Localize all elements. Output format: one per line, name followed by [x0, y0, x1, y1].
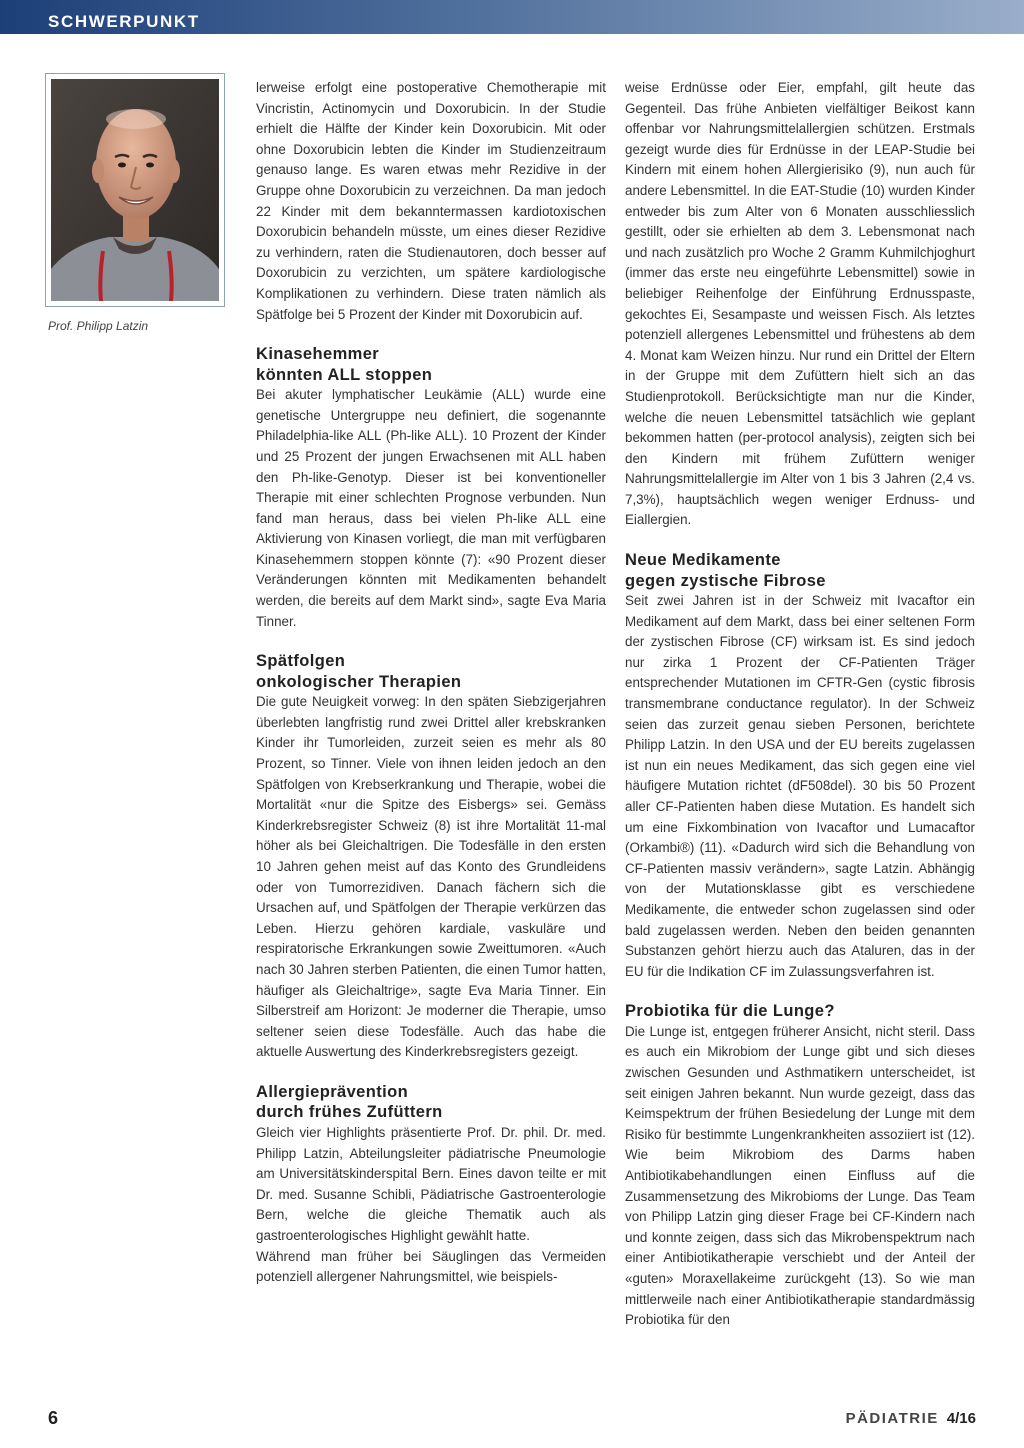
section-heading-allergiepraevention: Allergieprävention durch frühes Zufüttern [256, 1082, 443, 1122]
section-heading-zystische-fibrose: Neue Medikamente gegen zystische Fibrose [625, 551, 826, 590]
paragraph: Die gute Neuigkeit vorweg: In den späten Siebzigerjahren überlebten langfristig rund zwei Drittel aller krebskranken Kinder ihr Tumorleiden, zurzeit seien es mehr als 80 Prozent, so Tinner. Viele von ihnen leiden jedoch an den Spätfolgen von Krebserkrankung und Therapie, wobei die Mortalität «nur die Spitze des Eisbergs» sei. Gemäss Kinderkrebsregister Schweiz (8) ist ihre Mortalität 11-mal höher als bei Gleichaltrigen. Die Todesfälle in den ersten 10 Jahren gehen meist auf das Konto des Grundleidens oder von Tumorrezidiven. Danach fächern sich die Ursachen auf, und Spätfolgen der Therapie verkürzen das Leben. Hierzu gehören kardiale, vaskuläre und respiratorische Erkrankungen sowie Zweittumoren. «Auch nach 30 Jahren sterben Patienten, die einen Tumor hatten, häufiger als Gleichaltrige», sagte Eva Maria Tinner. Ein Silberstreif am Horizont: Je moderner die Therapie, umso seltener seien diese Todesfälle. Auch das habe die aktuelle Auswertung des Kinderkrebsregisters gezeigt. [256, 694, 606, 1060]
section-label: SCHWERPUNKT [48, 12, 200, 31]
section-heading-probiotika: Probiotika für die Lunge? [625, 1002, 835, 1021]
paragraph: lerweise erfolgt eine postoperative Chemotherapie mit Vincristin, Actinomycin und Doxorubicin. In der Studie erhielt die Hälfte der Kinder kein Doxorubicin. Mit oder ohne Doxorubicin lebten die Kinder im Studienzeitraum genauso lange. Es waren etwas mehr Rezidive in der Gruppe ohne Doxorubicin zu verzeichnen. Da man jedoch 22 Kinder mit dem bekanntermassen kardiotoxischen Doxorubicin behandeln müsste, um eines dieser Rezidive zu verhindern, raten die Studienautoren, doch besser auf Doxorubicin zu verzichten, um spätere kardiologische Komplikationen zu verhindern. Diese traten nämlich als Spätfolge bei 5 Prozent der Kinder mit Doxorubicin auf. [256, 80, 606, 322]
paragraph: Bei akuter lymphatischer Leukämie (ALL) wurde eine genetische Untergruppe neu definiert, die sogenannte Philadelphia-like ALL (Ph-like ALL). 10 Prozent der Kinder und 25 Prozent der jungen Erwachsenen mit ALL haben den Ph-like-Genotyp. Dieser ist bei konventioneller Therapie mit einer schlechten Prognose verbunden. Nun fand man heraus, dass bei vielen Ph-like ALL eine Aktivierung von Kinasen vorliegt, die man mit verfügbaren Kinasehemmern stoppen könnte (7): «90 Prozent dieser Veränderungen könnten mit Medikamenten behandelt werden, die bereits auf dem Markt sind», sagte Eva Maria Tinner. [256, 387, 606, 629]
section-header-bar [0, 0, 1024, 34]
journal-name: PÄDIATRIE [845, 1410, 939, 1427]
paragraph: Während man früher bei Säuglingen das Vermeiden potenziell allergener Nahrungsmittel, wie beispiels- [256, 1248, 606, 1285]
photo-caption: Prof. Philipp Latzin [48, 319, 149, 333]
issue-number: 4/16 [946, 1410, 976, 1427]
paragraph: weise Erdnüsse oder Eier, empfahl, gilt heute das Gegenteil. Das frühe Anbieten vielfältiger Beikost kann offenbar vor Nahrungsmittelallergien schützen. Erstmals gezeigt wurde dies für Erdnüsse in der LEAP-Studie bei Kindern mit einem hohen Allergierisiko (9), nun auch für andere Lebensmittel. In die EAT-Studie (10) wurden Kinder entweder bis zum Alter von 6 Monaten ausschliesslich gestillt, oder sie erhielten ab dem 3. Lebensmonat nach und nach zusätzlich pro Woche 2 Gramm Kuhmilchjoghurt (immer das erste neu eingeführte Lebensmittel) sowie in beliebiger Reihenfolge der Einführung Erdnusspaste, gekochtes Ei, Sesampaste und weissen Fisch. Als letztes potenziell allergenes Lebensmittel und frühestens ab dem 4. Monat kam Weizen hinzu. Nur rund ein Drittel der Eltern in der Gruppe mit dem Zufüttern hielt sich an das Studienprotokoll. Berücksichtigte man nur die Kinder, welche die neuen Lebensmittel tatsächlich wie geplant bekommen hatten (per-protocol analysis), zeigten sich bei den Kindern mit frühem Zufüttern weniger Nahrungsmittelallergie im Alter von 1 bis 3 Jahren (2,4 vs. 7,3%), hauptsächlich wegen weniger Erdnuss- und Eiallergien. [625, 80, 975, 528]
article-column-right [625, 78, 975, 1331]
journal-footer [846, 1410, 976, 1427]
author-photo [51, 79, 219, 301]
author-photo-frame [45, 73, 225, 307]
page-number: 6 [48, 1408, 59, 1428]
paragraph: Gleich vier Highlights präsentierte Prof. Dr. phil. Dr. med. Philipp Latzin, Abteilungsleiter pädiatrische Pneumologie am Universitätskinderspital Bern. Eines davon teilte er mit Dr. med. Susanne Schibli, Pädiatrische Gastroenterologie Bern, welche die gleiche Thematik auch als gastroenterologisches Highlight gewählt hatte. [256, 1124, 606, 1243]
section-heading-spaetfolgen: Spätfolgen onkologischer Therapien [256, 652, 462, 691]
article-column-left [256, 78, 606, 1288]
paragraph: Die Lunge ist, entgegen früherer Ansicht, nicht steril. Dass es auch ein Mikrobiom der Lunge gibt und sich dieses zwischen Gesunden und Asthmatikern unterscheidet, ist seit einigen Jahren bekannt. Nun wurde gezeigt, dass das Keimspektrum der frühen Besiedelung der Lunge mit dem Risiko für bestimmte Lungenkrankheiten assoziiert ist (12). Wie beim Mikrobiom des Darms haben Antibiotikabehandlungen einen Einfluss auf die Zusammensetzung des Mikrobioms der Lunge. Das Team von Philipp Latzin ging dieser Frage bei CF-Kindern nach und konnte zeigen, dass sich das Mikrobenspektrum nach einer Antibiotikatherapie verschiebt und der Anteil der «guten» Moraxellakeime zurückgeht (13). So wie man mittlerweile nach einer Antibiotikatherapie standardmässig Probiotika für den [625, 1023, 975, 1328]
paragraph: Seit zwei Jahren ist in der Schweiz mit Ivacaftor ein Medikament auf dem Markt, dass bei einer seltenen Form der zystischen Fibrose (CF) wirksam ist. Es sind jedoch nur zirka 1 Prozent der CF-Patienten Träger entsprechender Mutationen im CFTR-Gen (cystic fibrosis transmembrane conductance regulator). In der Schweiz seien das zurzeit genau sieben Personen, berichtete Philipp Latzin. In den USA und der EU bereits zugelassen ist nun ein neues Medikament, das sich gegen eine viel häufigere Mutation richtet (dF508del). 30 bis 50 Prozent aller CF-Patienten haben diese Mutation. Es handelt sich um eine Fixkombination von Ivacaftor und Lumacaftor (Orkambi®) (11). «Dadurch wird sich die Behandlung von CF-Patienten massiv verändern», sagte Latzin. Abhängig von der Mutationsklasse gibt es verschiedene Medikamente, die entweder schon zugelassen sind oder bald zugelassen werden. Neben den beiden genannten Substanzen gehört hierzu auch das Ataluren, das in der EU für die Indikation CF im Zulassungsverfahren ist. [625, 593, 975, 979]
section-heading-kinasehemmer: Kinasehemmer könnten ALL stoppen [256, 345, 433, 384]
